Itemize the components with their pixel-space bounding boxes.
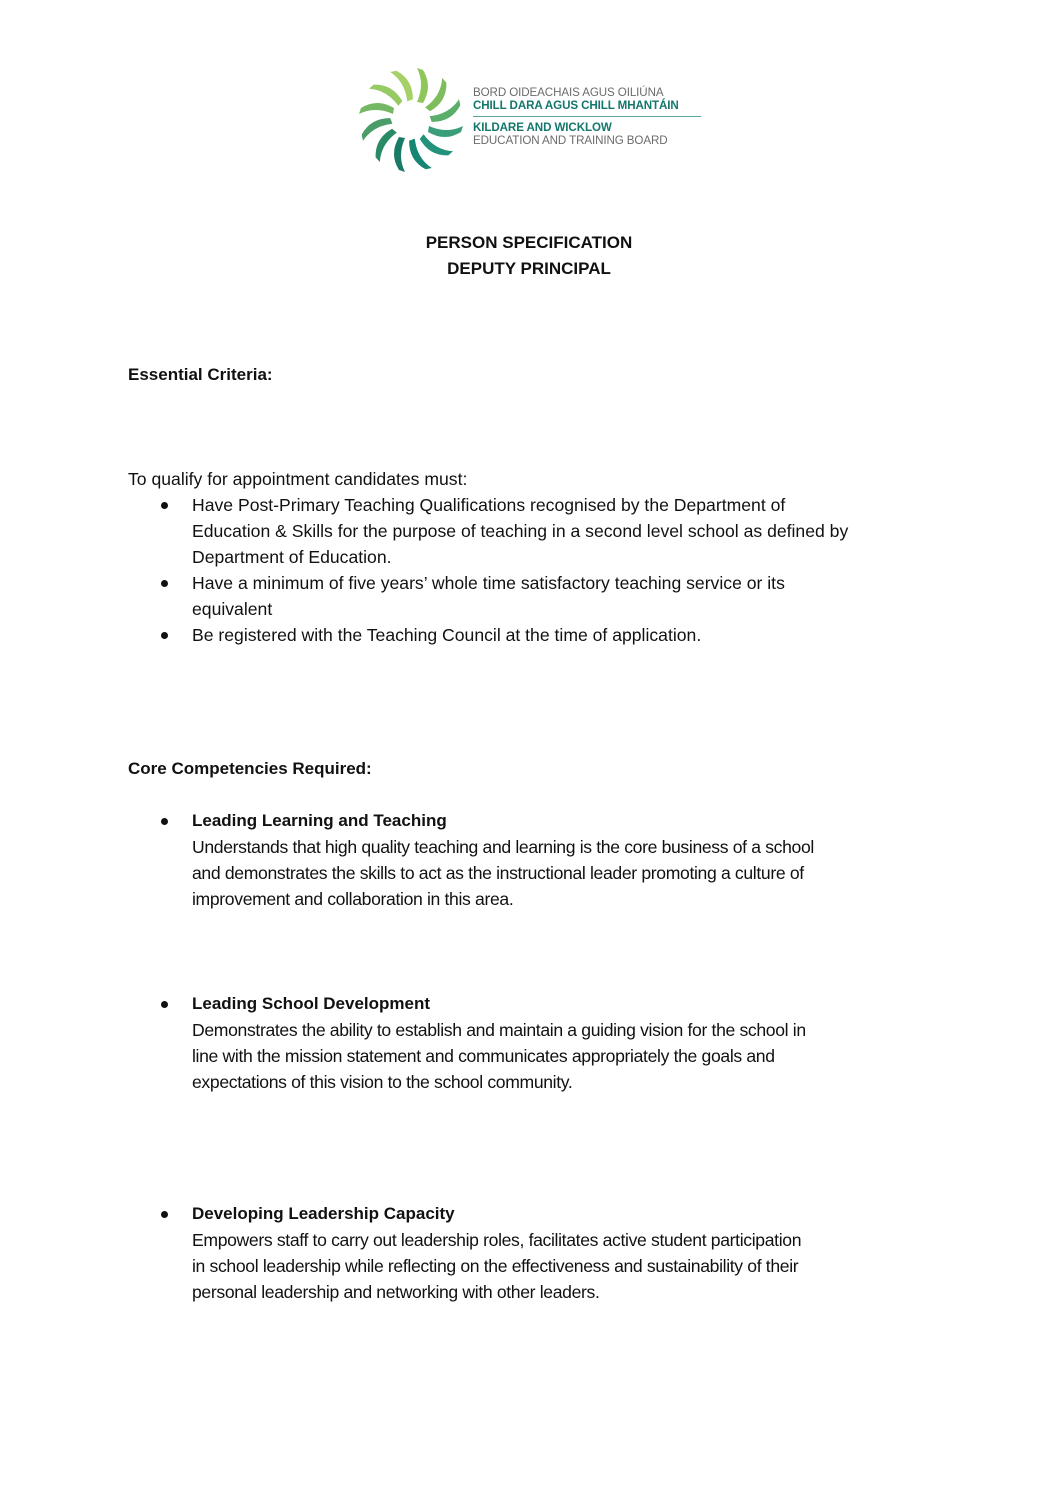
logo-divider xyxy=(473,116,701,117)
logo-irish-line-2: CHILL DARA AGUS CHILL MHANTÁIN xyxy=(473,99,679,112)
list-item xyxy=(128,1201,928,1305)
logo-wordmark xyxy=(473,86,705,147)
competency-line: Demonstrates the ability to establish and maintain a guiding vision for the school in xyxy=(192,1020,806,1040)
etb-logo xyxy=(356,66,706,174)
bullet-icon xyxy=(161,1001,168,1008)
criteria-line: Have a minimum of five years’ whole time satisfactory teaching service or its xyxy=(192,573,785,593)
core-competencies-heading: Core Competencies Required: xyxy=(128,759,372,778)
competency-line: in school leadership while reflecting on the effectiveness and sustainability of their xyxy=(192,1256,799,1276)
criteria-line: equivalent xyxy=(192,599,273,619)
list-item xyxy=(128,808,928,912)
criteria-line: Have Post-Primary Teaching Qualifications recognised by the Department of xyxy=(192,495,786,515)
criteria-line: Education & Skills for the purpose of teaching in a second level school as defined by xyxy=(192,521,849,541)
list-item xyxy=(128,570,928,622)
list-item xyxy=(128,492,928,570)
competency-line: Understands that high quality teaching and learning is the core business of a school xyxy=(192,837,814,857)
bullet-icon xyxy=(161,1211,168,1218)
competency-line: Empowers staff to carry out leadership roles, facilitates active student participation xyxy=(192,1230,802,1250)
competency-line: and demonstrates the skills to act as the instructional leader promoting a culture of xyxy=(192,863,804,883)
swirl-logo-icon xyxy=(356,66,466,174)
competency-title: Developing Leadership Capacity xyxy=(192,1204,455,1223)
criteria-line: Be registered with the Teaching Council at the time of application. xyxy=(192,625,702,645)
competency-line: personal leadership and networking with other leaders. xyxy=(192,1282,600,1302)
logo-irish-line-1: BORD OIDEACHAIS AGUS OILIÚNA xyxy=(473,86,664,99)
document-subtitle: DEPUTY PRINCIPAL xyxy=(447,259,611,278)
bullet-icon xyxy=(161,632,168,639)
criteria-line: Department of Education. xyxy=(192,547,392,567)
competency-list-1 xyxy=(128,808,928,912)
bullet-icon xyxy=(161,502,168,509)
competency-line: line with the mission statement and communicates appropriately the goals and xyxy=(192,1046,775,1066)
essential-criteria-list xyxy=(128,492,928,648)
competency-list-2 xyxy=(128,991,928,1095)
list-item xyxy=(128,622,928,648)
logo-english-line-1: KILDARE AND WICKLOW xyxy=(473,121,612,134)
competency-line: improvement and collaboration in this area. xyxy=(192,889,514,909)
bullet-icon xyxy=(161,818,168,825)
competency-title: Leading Learning and Teaching xyxy=(192,811,447,830)
essential-criteria-intro: To qualify for appointment candidates must: xyxy=(128,469,468,489)
competency-title: Leading School Development xyxy=(192,994,431,1013)
competency-list-3 xyxy=(128,1201,928,1305)
bullet-icon xyxy=(161,580,168,587)
document-title: PERSON SPECIFICATION xyxy=(425,233,633,252)
essential-criteria-heading: Essential Criteria: xyxy=(128,365,273,384)
list-item xyxy=(128,991,928,1095)
logo-english-line-2: EDUCATION AND TRAINING BOARD xyxy=(473,134,668,147)
competency-line: expectations of this vision to the school community. xyxy=(192,1072,573,1092)
